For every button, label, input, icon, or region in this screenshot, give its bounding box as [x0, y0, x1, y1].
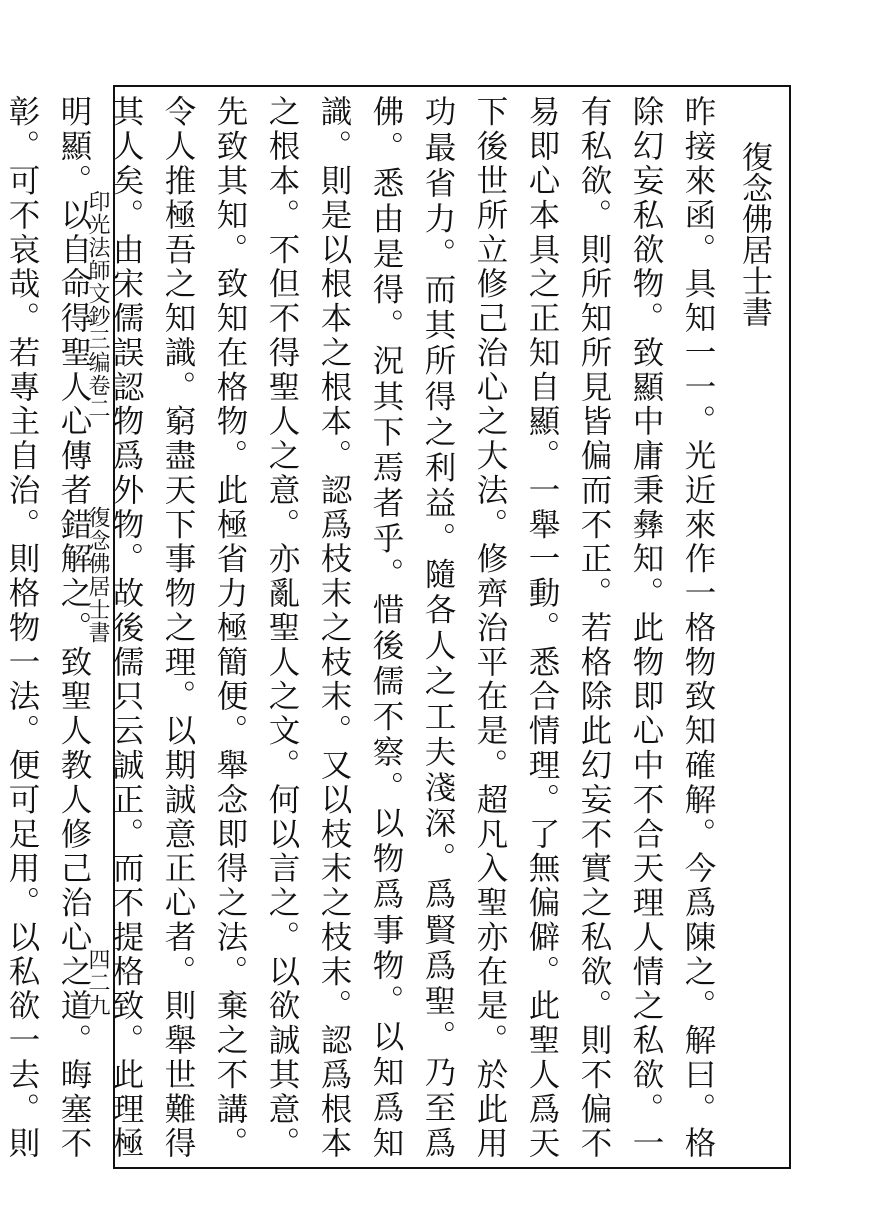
- frame-bottom-rule: [113, 1167, 789, 1169]
- document-title: 復念佛居士書: [736, 141, 772, 327]
- book-title: 印光法師文鈔三编卷二: [85, 190, 110, 420]
- frame-right-rule: [789, 85, 791, 1169]
- document-body: 昨接來函。具知一一。光近來作一格物致知確解。今爲陳之。解曰。格除幻妄私欲物。致顯中庸秉彝知。此物即心中不合天理人情之私欲。一有私欲。則所知所見皆偏而不正。若格除此幻妄不實之私欲。則不偏不易即心本具之正知自顯。一舉一動。悉合情理。了無偏僻。此聖人爲天下後世所立修己治心之大法。修齊治平在是。超凡入聖亦在是。於此用功最省力。而其所得之利益。隨各人之工夫淺深。爲賢爲聖。乃至爲佛。悉由是得。況其下焉者乎。惜後儒不察。以物爲事物。以知爲知識。則是以根本之根本。認爲枝末之枝末。又以枝末之枝末。認爲根本之根本。不但不得聖人之意。亦亂聖人之文。何以言之。以欲誠其意。先致其知。致知在格物。此極省力極簡便。舉念即得之法。棄之不講。令人推極吾之知識。窮盡天下事物之理。以期誠意正心者。則舉世難得其人矣。由宋儒誤認物爲外物。故後儒只云誠正。而不提格致。此理極明顯。以自命得聖人心傳者錯解之。致聖人教人修己治心之道。晦塞不彰。可不哀哉。若專主自治。則格物一法。便可足用。以私欲一去。則: [4, 95, 716, 1160]
- page-number: 四二九: [85, 948, 110, 1017]
- frame-top-rule: [113, 85, 789, 87]
- chapter-title-margin: 復念佛居士書: [85, 506, 110, 644]
